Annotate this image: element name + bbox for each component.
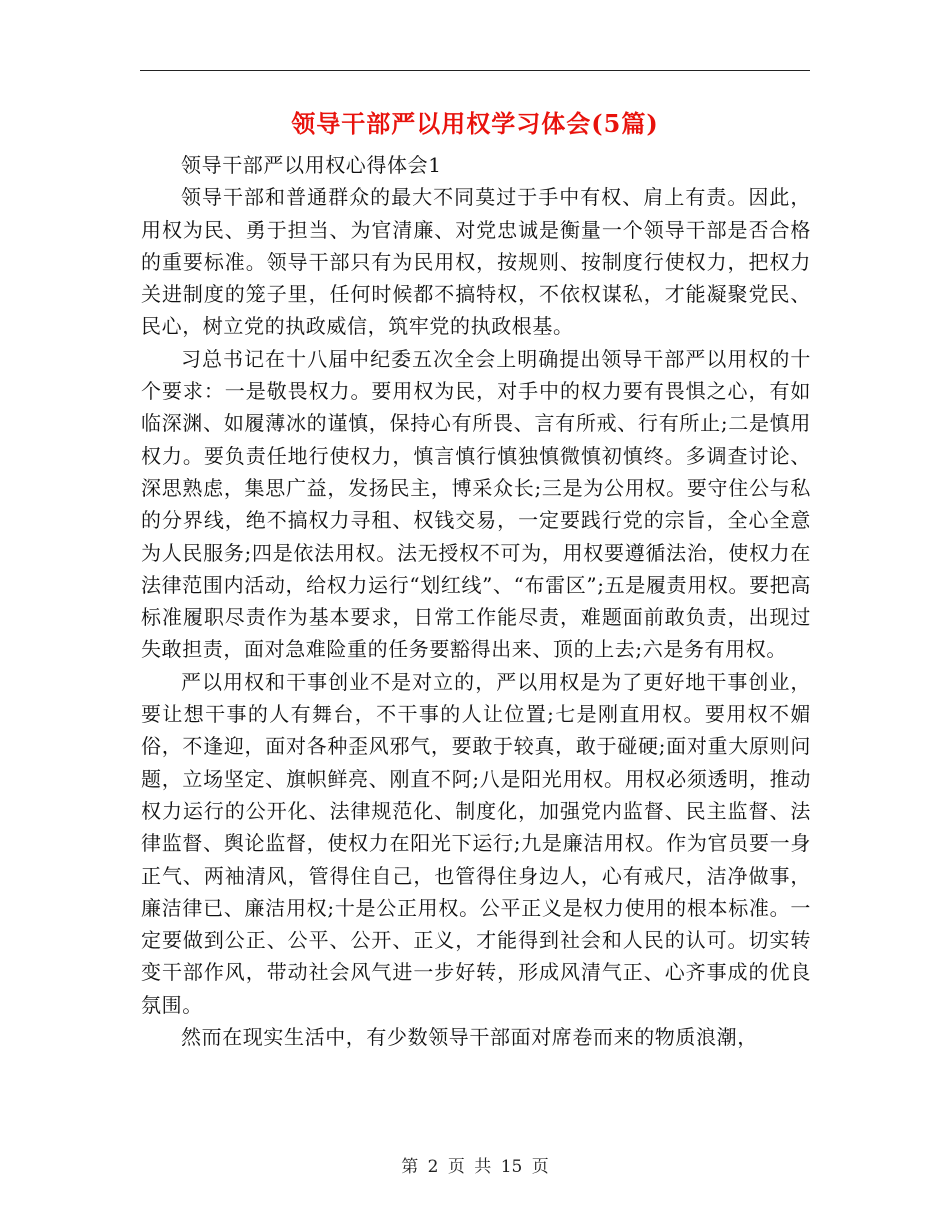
document-title: 领导干部严以用权学习体会(5篇) (291, 109, 659, 138)
paragraph: 严以用权和干事创业不是对立的，严以用权是为了更好地干事创业，要让想干事的人有舞台，不干事的人让位置;七是刚直用权。要用权不媚俗，不逢迎，面对各种歪风邪气，要敢于较真，敢于碰硬;面对重大原则问题，立场坚定、旗帜鲜亮、刚直不阿;八是阳光用权。用权必须透明，推动权力运行的公开化、法律规范化、制度化，加强党内监督、民主监督、法律监督、舆论监督，使权力在阳光下运行;九是廉洁用权。作为官员要一身正气、两袖清风，管得住自己，也管得住身边人，心有戒尺，洁净做事，廉洁律已、廉洁用权;十是公正用权。公平正义是权力使用的根本标准。一定要做到公正、公平、公开、正义，才能得到社会和人民的认可。切实转变干部作风，带动社会风气进一步好转，形成风清气正、心齐事成的优良氛围。 (141, 669, 811, 1017)
section-heading: 领导干部严以用权心得体会1 (181, 153, 442, 177)
header-rule (140, 70, 810, 71)
document-body (141, 149, 811, 1053)
page-number: 第 2 页 共 15 页 (401, 1157, 549, 1177)
paragraph: 习总书记在十八届中纪委五次全会上明确提出领导干部严以用权的十个要求：一是敬畏权力。要用权为民，对手中的权力要有畏惧之心，有如临深渊、如履薄冰的谨慎，保持心有所畏、言有所戒、行有所止;二是慎用权力。要负责任地行使权力，慎言慎行慎独慎微慎初慎终。多调查讨论、深思熟虑，集思广益，发扬民主，博采众长;三是为公用权。要守住公与私的分界线，绝不搞权力寻租、权钱交易，一定要践行党的宗旨，全心全意为人民服务;四是依法用权。法无授权不可为，用权要遵循法治，使权力在法律范围内活动，给权力运行“划红线”、“布雷区”;五是履责用权。要把高标准履职尽责作为基本要求，日常工作能尽责，难题面前敢负责，出现过失敢担责，面对急难险重的任务要豁得出来、顶的上去;六是务有用权。 (141, 346, 811, 662)
paragraph: 领导干部和普通群众的最大不同莫过于手中有权、肩上有责。因此，用权为民、勇于担当、为官清廉、对党忠诚是衡量一个领导干部是否合格的重要标准。领导干部只有为民用权，按规则、按制度行使权力，把权力关进制度的笼子里，任何时候都不搞特权，不依权谋私，才能凝聚党民、民心，树立党的执政威信，筑牢党的执政根基。 (141, 185, 811, 339)
paragraph: 然而在现实生活中，有少数领导干部面对席卷而来的物质浪潮， (181, 1025, 758, 1050)
